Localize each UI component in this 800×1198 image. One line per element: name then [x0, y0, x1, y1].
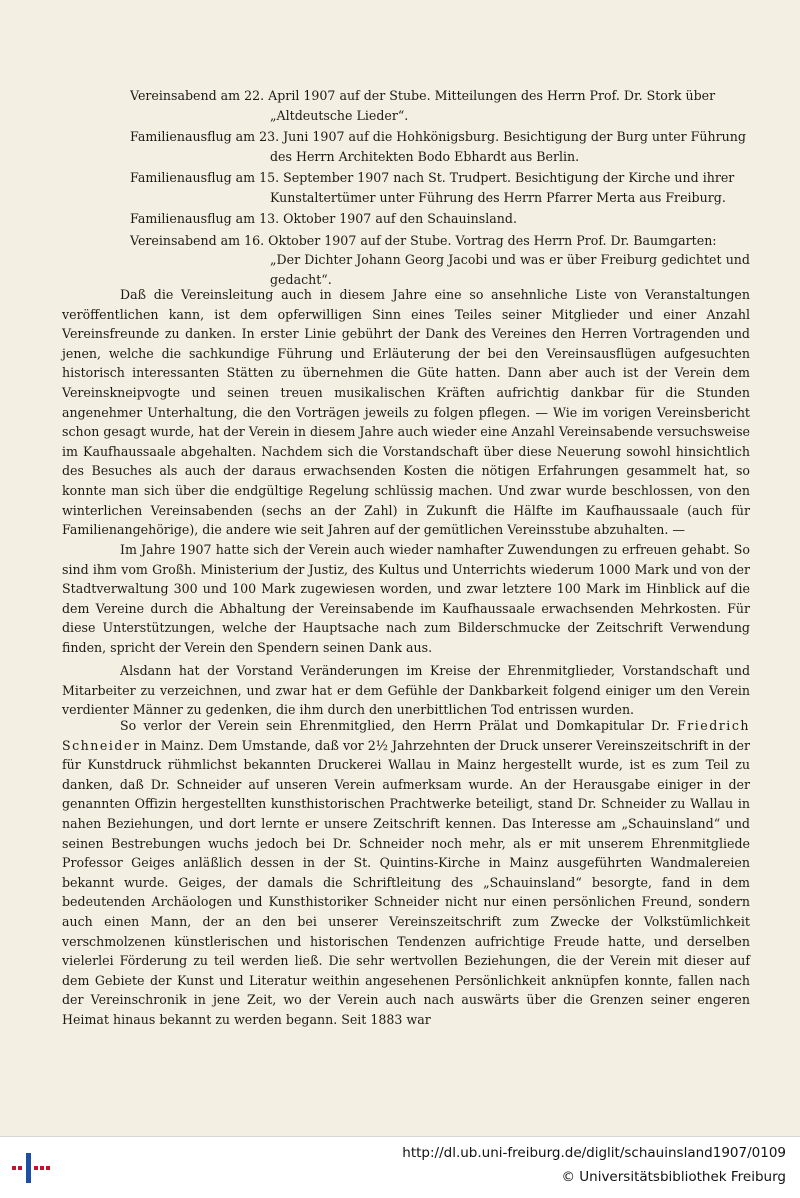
source-link[interactable]: http://dl.ub.uni-freiburg.de/diglit/schauinsland1907/0109: [402, 1145, 786, 1161]
event-continuation: des Herrn Architekten Bodo Ebhardt aus Berlin.: [270, 148, 580, 164]
event-line: Vereinsabend am 22. April 1907 auf der Stube. Mitteilungen des Herrn Prof. Dr. Stork über: [130, 88, 716, 103]
copyright-text: © Universitätsbibliothek Freiburg: [561, 1169, 786, 1185]
footer-bar: [0, 1136, 800, 1198]
event-line: Familienausflug am 23. Juni 1907 auf die Hohkönigsburg. Besichtigung der Burg unter Führung: [130, 129, 746, 144]
event-line: Familienausflug am 15. September 1907 nach St. Trudpert. Besichtigung der Kirche und ihrer: [130, 170, 735, 185]
event-line: Vereinsabend am 16. Oktober 1907 auf der Stube. Vortrag des Herrn Prof. Dr. Baumgarten:: [130, 232, 717, 248]
event-line: Familienausflug am 13. Oktober 1907 auf den Schauinsland.: [130, 211, 517, 226]
event-continuation: Kunstaltertümer unter Führung des Herrn Pfarrer Merta aus Freiburg.: [270, 189, 726, 205]
obituary-name: Friedrich Schneider: [62, 718, 750, 753]
event-continuation: „Der Dichter Johann Georg Jacobi und was er über Freiburg gedichtet und gedacht“.: [270, 252, 750, 287]
paragraph-changes: Alsdann hat der Vorstand Veränderungen im Kreise der Ehrenmitglieder, Vorstandschaft und Mitarbeiter zu verzeichnen, und zwar hat er dem Gefühle der Dankbarkeit folgend einiger um den Verein verdienter Männer zu gedenken, die ihm durch den unerbittlichen Tod entrissen wurden.: [62, 663, 750, 718]
event-item: [130, 127, 750, 166]
obituary-text-start: So verlor der Verein sein Ehrenmitglied, den Herrn Prälat und Domkapitular Dr.: [120, 718, 677, 733]
event-item: [130, 168, 750, 207]
paragraph-donations: Im Jahre 1907 hatte sich der Verein auch wieder namhafter Zuwendungen zu erfreuen gehabt. So sind ihm vom Großh. Ministerium der Justiz, des Kultus und Unterrichts wiederum 1000 Mark und von der Stadtverwaltung 300 und 100 Mark zugewiesen worden, und zwar letztere 100 Mark im Hinblick auf die dem Vereine durch die Abhaltung der Vereinsabende im Kaufhaussaale erwachsenden Mehrkosten. Für diese Unterstützungen, welche der Hauptsache nach zum Bilderschmucke der Zeitschrift Verwendung finden, spricht der Verein den Spendern seinen Dank aus.: [62, 542, 750, 655]
paragraph-thanks: Daß die Vereinsleitung auch in diesem Jahre eine so ansehnliche Liste von Veranstaltungen veröffentlichen kann, ist dem opferwilligen Sinn eines Teiles seiner Mitglieder und einer Anzahl Vereinsfreunde zu danken. In erster Linie gebührt der Dank des Vereines den Herren Vortragenden und jenen, welche die sachkundige Führung und Erläuterung der bei den Vereinsausflügen aufgesuchten historisch interessanten Stätten zu übernehmen die Güte hatten. Dann aber auch ist der Verein dem Vereinskneipvogte und seinen treuen musikalischen Kräften aufrichtig dankbar für die Stunden angenehmer Unterhaltung, die den Vorträgen jeweils zu folgen pflegen. — Wie im vorigen Vereinsbericht schon gesagt wurde, hat der Verein in diesem Jahre auch wieder eine Anzahl Vereinsabende versuchsweise im Kaufhaussaale abgehalten. Nachdem sich die Vorstandschaft über diese Neuerung sowohl hinsichtlich des Besuches als auch der daraus erwachsenden Kosten die nötigen Erfahrungen gesammelt hat, so konnte man sich über die endgültige Regelung schlüssig machen. Und zwar wurde beschlossen, von den winterlichen Vereinsabenden (sechs an der Zahl) in Zukunft die Hälfte im Kaufhaussaale (auch für Familienangehörige), die andere wie seit Jahren auf der gemütlichen Vereinsstube abzuhalten. —: [62, 287, 750, 538]
event-item: [130, 209, 750, 229]
event-item: [130, 86, 750, 125]
ub-freiburg-logo-icon: [10, 1151, 52, 1185]
paragraph-obituary: [62, 716, 750, 1030]
event-list: [130, 86, 750, 291]
obituary-text-rest: in Mainz. Dem Umstande, daß vor 2½ Jahrzehnten der Druck unserer Vereinszeitschrift in der für Kunstdruck rühmlichst bekannten Druckerei Wallau in Mainz hergestellt wurde, ist es zum Teil zu danken, daß Dr. Schneider auf unseren Verein aufmerksam wurde. An der Herausgabe einiger in der genannten Offizin hergestellten kunsthistorischen Prachtwerke beteiligt, stand Dr. Schneider zu Wallau in nahen Beziehungen, und dort lernte er unsere Zeitschrift kennen. Das Interesse am „Schauinsland“ und seinen Bestrebungen wuchs jedoch bei Dr. Schneider noch mehr, als er mit unserem Ehrenmitgliede Professor Geiges anläßlich dessen in der St. Quintins-Kirche in Mainz ausgeführten Wandmalereien bekannt wurde. Geiges, der damals die Schriftleitung des „Schauinsland“ besorgte, fand in dem bedeutenden Archäologen und Kunsthistoriker Schneider nicht nur einen persönlichen Freund, sondern auch einen Mann, der an den bei unserer Vereinszeitschrift zum Zwecke der Volkstümlichkeit verschmolzenen künstlerischen und historischen Tendenzen aufrichtige Freude hatte, und derselben vielerlei Förderung zu teil werden ließ. Die sehr wertvollen Beziehungen, die der Verein mit dieser auf dem Gebiete der Kunst und Literatur weithin angesehenen Persönlichkeit anknüpfen konnte, fallen nach der Vereinschronik in jene Zeit, wo der Verein auch nach auswärts über die Grenzen seiner engeren Heimat hinaus bekannt zu werden begann. Seit 1883 war: [62, 737, 750, 1027]
event-continuation: „Altdeutsche Lieder“.: [270, 107, 409, 123]
event-item: [130, 231, 750, 290]
